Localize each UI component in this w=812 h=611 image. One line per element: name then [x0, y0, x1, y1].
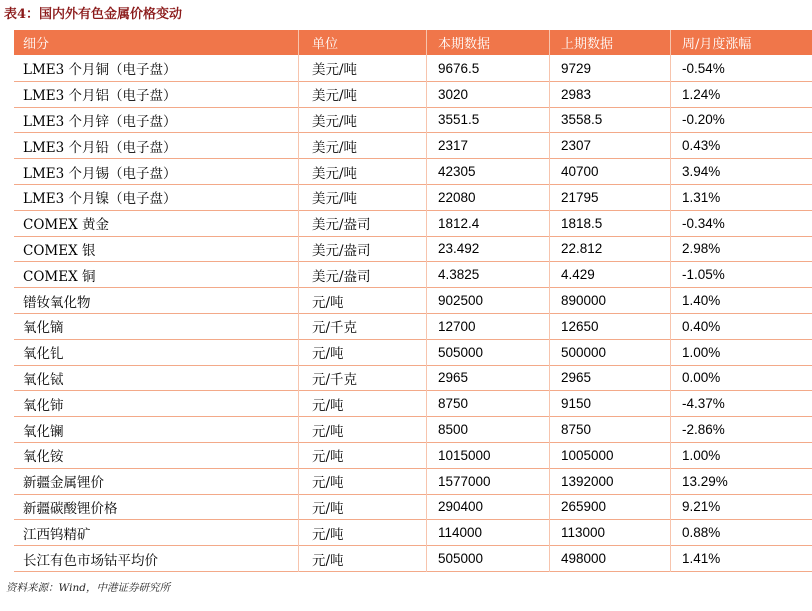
cell-change: 1.24%: [682, 86, 721, 102]
header-category: 细分: [23, 37, 50, 52]
cell-category: LME3 个月铝（电子盘）: [23, 88, 177, 105]
cell-current: 8500: [438, 422, 469, 438]
cell-previous: 4.429: [561, 267, 595, 283]
cell-previous: 40700: [561, 164, 599, 180]
table-row: [14, 417, 812, 443]
cell-category: 镨钕氧化物: [23, 294, 91, 311]
table-row: [14, 133, 812, 159]
table-row: [14, 56, 812, 82]
cell-change: -2.86%: [682, 422, 725, 438]
cell-previous: 21795: [561, 189, 599, 205]
cell-category: LME3 个月镍（电子盘）: [23, 191, 177, 208]
table-row: [14, 159, 812, 185]
cell-current: 290400: [438, 499, 484, 515]
cell-unit: 美元/盎司: [312, 217, 371, 234]
table-row: [14, 82, 812, 108]
column-divider: [549, 30, 550, 572]
cell-change: 3.94%: [682, 164, 721, 180]
cell-category: LME3 个月锡（电子盘）: [23, 165, 177, 182]
table-row: [14, 340, 812, 366]
cell-unit: 美元/吨: [312, 191, 358, 208]
cell-change: 13.29%: [682, 473, 728, 489]
cell-unit: 美元/吨: [312, 62, 358, 79]
source-note: 资料来源：Wind，中港证券研究所: [6, 582, 170, 594]
cell-unit: 元/吨: [312, 475, 344, 492]
cell-previous: 113000: [561, 525, 606, 541]
cell-change: 0.40%: [682, 318, 721, 334]
table-row: [14, 495, 812, 521]
table-row: [14, 211, 812, 237]
cell-previous: 498000: [561, 551, 607, 567]
table-row: [14, 237, 812, 263]
cell-current: 1015000: [438, 447, 491, 463]
cell-category: 新疆碳酸锂价格: [23, 500, 118, 517]
cell-change: 2.98%: [682, 241, 721, 257]
table-row: [14, 366, 812, 392]
cell-unit: 元/吨: [312, 526, 344, 543]
cell-category: 氧化铈: [23, 397, 64, 414]
cell-change: 0.88%: [682, 525, 721, 541]
column-divider: [670, 30, 671, 572]
cell-previous: 9729: [561, 60, 592, 76]
cell-change: -0.34%: [682, 215, 725, 231]
cell-category: COMEX 黄金: [23, 217, 109, 234]
table-row: [14, 391, 812, 417]
cell-current: 23.492: [438, 241, 480, 257]
cell-previous: 1005000: [561, 447, 614, 463]
cell-previous: 1818.5: [561, 215, 603, 231]
table-body: [14, 56, 812, 572]
cell-unit: 元/千克: [312, 320, 358, 337]
table-row: [14, 108, 812, 134]
cell-category: 江西钨精矿: [23, 526, 91, 543]
cell-previous: 500000: [561, 344, 607, 360]
table-row: [14, 546, 812, 572]
column-divider: [298, 30, 299, 572]
cell-unit: 美元/吨: [312, 88, 358, 105]
table-row: [14, 443, 812, 469]
cell-previous: 265900: [561, 499, 607, 515]
cell-category: 长江有色市场钴平均价: [23, 552, 158, 569]
header-current: 本期数据: [438, 37, 491, 52]
table-row: [14, 314, 812, 340]
cell-category: COMEX 银: [23, 242, 96, 259]
cell-change: 1.00%: [682, 344, 721, 360]
price-table: [14, 30, 812, 572]
table-row: [14, 520, 812, 546]
cell-current: 114000: [438, 525, 483, 541]
cell-change: -0.20%: [682, 112, 725, 128]
cell-current: 12700: [438, 318, 476, 334]
cell-current: 9676.5: [438, 60, 480, 76]
cell-unit: 元/吨: [312, 294, 344, 311]
table-row: [14, 288, 812, 314]
cell-change: -0.54%: [682, 60, 725, 76]
cell-current: 2317: [438, 138, 469, 154]
cell-unit: 元/吨: [312, 397, 344, 414]
cell-previous: 22.812: [561, 241, 603, 257]
cell-unit: 元/吨: [312, 423, 344, 440]
cell-category: LME3 个月铜（电子盘）: [23, 62, 177, 79]
cell-change: 0.43%: [682, 138, 721, 154]
cell-category: 氧化铵: [23, 449, 64, 466]
table-row: [14, 469, 812, 495]
cell-change: 1.31%: [682, 189, 721, 205]
cell-current: 505000: [438, 344, 484, 360]
table-row: [14, 262, 812, 288]
cell-current: 505000: [438, 551, 484, 567]
column-divider: [426, 30, 427, 572]
cell-current: 8750: [438, 396, 469, 412]
table-header-row: [14, 30, 812, 56]
cell-unit: 美元/吨: [312, 113, 358, 130]
cell-previous: 12650: [561, 318, 599, 334]
cell-current: 2965: [438, 370, 469, 386]
table-row: [14, 185, 812, 211]
cell-category: COMEX 铜: [23, 268, 96, 285]
cell-current: 4.3825: [438, 267, 480, 283]
cell-previous: 1392000: [561, 473, 614, 489]
cell-category: 氧化镝: [23, 320, 64, 337]
cell-current: 1577000: [438, 473, 491, 489]
header-previous: 上期数据: [561, 37, 614, 52]
cell-category: 氧化钆: [23, 346, 64, 363]
cell-previous: 3558.5: [561, 112, 603, 128]
cell-category: 氧化铽: [23, 371, 64, 388]
cell-unit: 美元/吨: [312, 139, 358, 156]
cell-category: 新疆金属锂价: [23, 475, 104, 492]
cell-unit: 美元/盎司: [312, 242, 371, 259]
header-change: 周/月度涨幅: [682, 37, 752, 52]
cell-category: 氧化镧: [23, 423, 64, 440]
cell-change: 0.00%: [682, 370, 721, 386]
cell-unit: 元/吨: [312, 552, 344, 569]
cell-change: 1.41%: [682, 551, 721, 567]
cell-category: LME3 个月锌（电子盘）: [23, 113, 177, 130]
cell-previous: 8750: [561, 422, 592, 438]
cell-unit: 美元/盎司: [312, 268, 371, 285]
cell-previous: 9150: [561, 396, 592, 412]
cell-previous: 2983: [561, 86, 592, 102]
cell-current: 3551.5: [438, 112, 480, 128]
cell-unit: 美元/吨: [312, 165, 358, 182]
header-unit: 单位: [312, 37, 339, 52]
cell-change: 1.40%: [682, 293, 721, 309]
cell-previous: 2307: [561, 138, 592, 154]
table-title: 表4：国内外有色金属价格变动: [4, 7, 183, 22]
cell-previous: 890000: [561, 293, 607, 309]
cell-unit: 元/吨: [312, 346, 344, 363]
cell-current: 3020: [438, 86, 469, 102]
cell-change: -4.37%: [682, 396, 725, 412]
cell-current: 42305: [438, 164, 476, 180]
cell-current: 902500: [438, 293, 484, 309]
cell-category: LME3 个月铅（电子盘）: [23, 139, 177, 156]
cell-previous: 2965: [561, 370, 592, 386]
cell-unit: 元/吨: [312, 449, 344, 466]
cell-current: 22080: [438, 189, 476, 205]
cell-unit: 元/吨: [312, 500, 344, 517]
cell-unit: 元/千克: [312, 371, 358, 388]
cell-change: 9.21%: [682, 499, 721, 515]
cell-change: 1.00%: [682, 447, 721, 463]
cell-change: -1.05%: [682, 267, 725, 283]
cell-current: 1812.4: [438, 215, 480, 231]
